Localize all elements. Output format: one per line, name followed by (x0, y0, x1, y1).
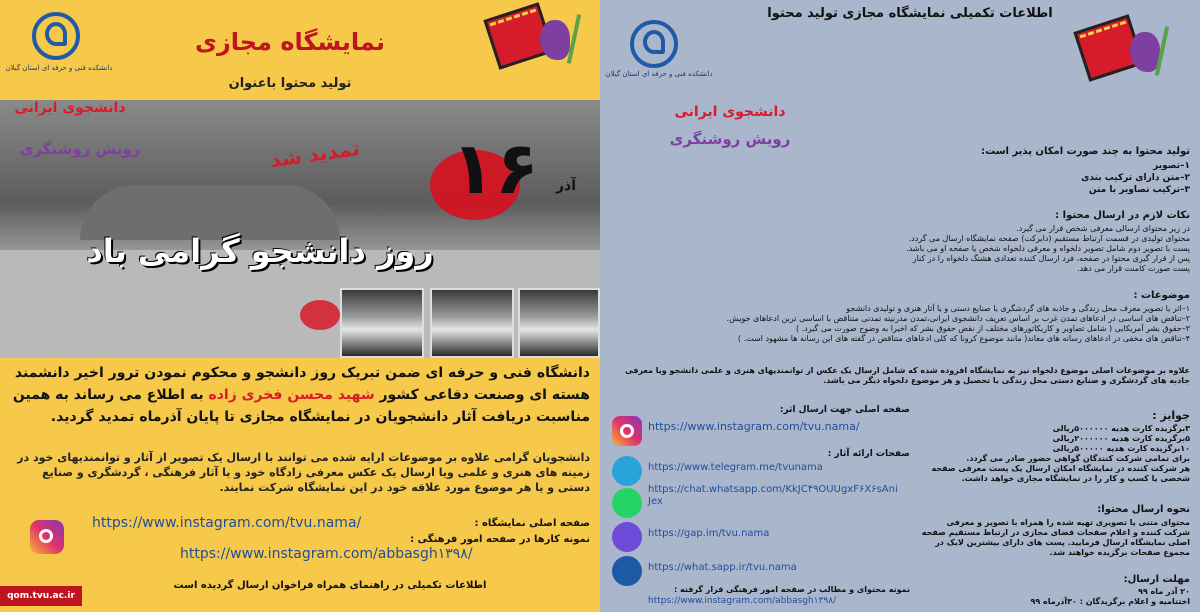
portrait-1 (340, 288, 424, 358)
announcement-text (10, 362, 590, 428)
form-item: ۱–تصویر (1153, 161, 1190, 171)
portrait-2 (430, 288, 514, 358)
send-heading: نحوه ارسال محتوا: (1097, 504, 1190, 515)
notes-list (780, 224, 1190, 274)
blood-splat (300, 300, 340, 330)
portrait-3 (518, 288, 600, 358)
telegram-icon[interactable] (612, 456, 642, 486)
date-month: آذر (555, 178, 577, 194)
deadline-item: ۲۰ آذر ماه ۹۹ (1137, 587, 1190, 596)
samples-label: نمونه محتوای و مطالب در صفحه امور فرهنگی قرار گرفته : (673, 585, 910, 594)
prize-item: برای تمامی شرکت کنندگان گواهی حضور صادر می گردد. (966, 454, 1190, 463)
note-item: محتوای تولیدی در قسمت ارتباط مستقیم (دایرکت) صفحه نمایشگاه ارسال می گردد. (908, 234, 1190, 243)
samples-label: نمونه کارها در صفحه امور فرهنگی : (410, 534, 590, 545)
topics-list (620, 304, 1190, 344)
purple-leaf-icon (1130, 32, 1160, 72)
prizes-list (918, 424, 1190, 484)
samples-link[interactable]: https://www.instagram.com/abbasgh۱۳۹۸/ (180, 546, 473, 562)
instagram-icon[interactable] (30, 520, 64, 554)
send-text: محتوای متنی یا تصویری تهیه شده را همراه با تصویر و معرفی شرکت کننده و اعلام صفحات فضای مجازی در ارتباط مستقیم صفحه اصلی نمایشگاه ارسال فرمایید. پست های دارای بیشترین لایک در مجموع صفحات برگزیده خواهند شد. (921, 518, 1190, 557)
student-tag: دانشجوی ایرانی (674, 104, 786, 120)
deadline-list (930, 587, 1190, 607)
prize-item: ۱۰برگزیده کارت هدیه ۵۰۰۰۰۰ریالی (1052, 444, 1190, 453)
poster-title: نمایشگاه مجازی (194, 28, 386, 56)
note-item: پس از قرار گیری محتوا در صفحه، فرد ارسال کننده تعدادی هشتگ دلخواه را در کنار (912, 254, 1190, 263)
note-item: پست صورت کامنت قرار می دهد. (1077, 264, 1190, 273)
date-number: ۱۶ (451, 126, 539, 210)
topics-heading: موضوعات : (1133, 290, 1190, 301)
deadline-heading: مهلت ارسال: (1123, 574, 1190, 585)
note-item: در زیر محتوای ارسالی معرفی شخص قرار می گیرد. (1016, 224, 1190, 233)
forms-heading: تولید محتوا به چند صورت امکان پذیر است: (981, 146, 1190, 157)
student-tag: دانشجوی ایرانی (14, 100, 126, 116)
whatsapp-icon[interactable] (612, 488, 642, 518)
notes-heading: نکات لازم در ارسال محتوا : (1055, 210, 1190, 221)
right-poster (600, 0, 1200, 612)
prize-item: ۵برگزیده کارت هدیه ۲۰۰۰۰۰۰ریالی (1052, 434, 1190, 443)
org-caption: دانشکده فنی و حرفه ای استان گیلان (605, 70, 713, 78)
whatsapp-link[interactable]: https://chat.whatsapp.com/KkJC۴۹OUUgxF۶X۶sAniJex (648, 484, 898, 507)
main-page-label: صفحه اصلی جهت ارسال اثر: (779, 405, 910, 415)
samples-link[interactable]: https://www.instagram.com/abbasgh۱۳۹۸/ (648, 596, 837, 606)
topic-item: ۲–تناقض های اساسی در ادعاهای تمدن غرب بر اساس تعریف دانشجوی ایرانی،تمدن مدرنیته تمدنی متناقض با اساسی ترین ادعاهای خویش. (726, 314, 1190, 323)
tvu-logo-icon (630, 20, 678, 68)
martyr-name: شهید محسن فخری زاده (208, 387, 375, 403)
sapp-icon[interactable] (612, 556, 642, 586)
pages-label: صفحات ارائه آثار : (827, 449, 910, 459)
enlightenment-tag: رویش روشنگری (19, 140, 141, 158)
deadline-item: اختتامیه و اعلام برگزیدگان : ۳۰آذرماه ۹۹ (1030, 597, 1190, 606)
extended-stamp: تمدید شد (268, 135, 362, 173)
purple-leaf-icon (540, 20, 570, 60)
topic-item: ۴–تناقض های مخفی در ادعاهای رسانه های معاند( مانند موضوع کرونا که کلی ادعاهای متناقض در گفته های این رسانه ها مشهود است. ) (737, 334, 1190, 343)
org-caption: دانشکده فنی و حرفه ای استان گیلان (5, 64, 113, 72)
note-item: پست با تصویر دوم شامل تصویر دلخواه و معرفی دلخواه شخص یا صفحه او می باشد. (906, 244, 1190, 253)
main-page-link[interactable]: https://www.instagram.com/tvu.nama/ (92, 515, 362, 531)
topics-note: علاوه بر موضوعات اصلی موضوع دلخواه نیز به نمایشگاه افزوده شده که شامل ارسال یک عکس از توانمندیهای هنری و علمی دانشجو ویا معرفی جاذبه های گردشگری و صنایع دستی محل زندگی یا تحصیل و هر موضوع دلخواه دیگر می باشد. (625, 366, 1190, 385)
headline: روز دانشجو گرامی باد (86, 232, 434, 270)
poster-subtitle: تولید محتوا باعنوان (228, 76, 352, 91)
instagram-icon[interactable] (612, 416, 642, 446)
info-title: اطلاعات تکمیلی نمایشگاه مجازی تولید محتوا (767, 6, 1053, 21)
forms-list (900, 160, 1190, 196)
form-item: ۳–ترکیب تصاویر با متن (1088, 185, 1190, 195)
gap-icon[interactable] (612, 522, 642, 552)
main-page-label: صفحه اصلی نمایشگاه : (474, 518, 590, 529)
sapp-link[interactable]: https://what.sapp.ir/tvu.nama (648, 562, 797, 573)
main-page-link[interactable]: https://www.instagram.com/tvu.nama/ (648, 420, 860, 433)
enlightenment-tag: رویش روشنگری (669, 130, 791, 148)
footer-note: اطلاعات تکمیلی در راهنمای همراه فراخوان ارسال گردیده است (173, 580, 487, 591)
form-item: ۲–متن دارای ترکیب بندی (1081, 173, 1190, 183)
prize-item: هر شرکت کننده در نمایشگاه امکان ارسال یک پست معرفی صفحه شخصی یا کسب و کار را در نمایشگاه مجازی خواهد داشت. (931, 464, 1190, 483)
topic-item: ۳–حقوق بشر آمریکایی ( شامل تصاویر و کاریکاتورهای مختلف از نقض حقوق بشر که اخیرا به وضوح صورت می گیرد. ) (795, 324, 1190, 333)
telegram-link[interactable]: https://www.telegram.me/tvunama (648, 462, 823, 473)
gap-link[interactable]: https://gap.im/tvu.nama (648, 528, 770, 539)
prizes-heading: جوایز : (1152, 409, 1190, 422)
invitation-text: دانشجویان گرامی علاوه بر موضوعات ارایه شده می توانند با ارسال یک تصویر از آثار و توانمندیهای خود در زمینه های هنری و علمی ویا ارسال یک عکس معرفی زادگاه خود و یا آثار فرهنگی ، گردشگری و صنایع دستی و یا هر موضوع مورد علاقه خود در این نمایشگاه شرکت نمایند. (17, 451, 590, 494)
prize-item: ۳برگزیده کارت هدیه ۵۰۰۰۰۰۰ریالی (1052, 424, 1190, 433)
tvu-logo-icon (32, 12, 80, 60)
site-badge[interactable]: qom.tvu.ac.ir (0, 586, 82, 606)
announcement-part-1: دانشگاه فنی و حرفه ای ضمن تبریک روز دانشجو و محکوم نمودن ترور اخیر دانشمند هسته ای وصنعت دفاعی کشور (14, 365, 590, 403)
topic-item: ۱–اثر یا تصویر معرف محل زندگی و جاذبه های گردشگری یا صنایع دستی و یا آثار هنری و تولیدی دانشجو (846, 304, 1190, 313)
announcement-part-2: به اطلاع می رساند به همین مناسبت دریافت آثار دانشجویان در نمایشگاه مجازی تا پایان آذرماه تمدید گردید. (12, 387, 590, 425)
